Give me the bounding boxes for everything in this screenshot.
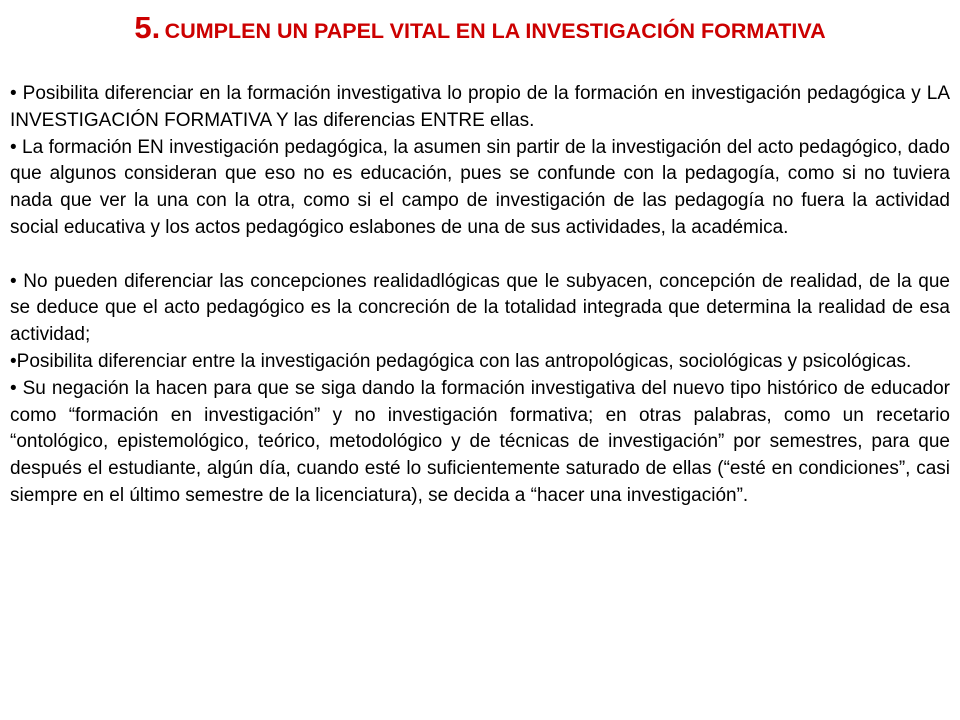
- paragraph-text: La formación EN investigación pedagógica, la asumen sin partir de la investigación del acto pedagógico, dado que algunos consideran que eso no es educación, pues se confunde con la pedagogía, como si no tuviera nada que ver la una con la otra, como si el campo de investigación de las pedagogía no fuera la actividad social educativa y los actos pedagógico eslabones de una de sus actividades, la académica.: [10, 136, 950, 238]
- bullet-symbol: •: [10, 83, 23, 104]
- paragraph-text: No pueden diferenciar las concepciones realidadlógicas que le subyacen, concepción de realidad, de la que se deduce que el acto pedagógico es la concreción de la totalidad integrada que determina la realidad de esa actividad;: [10, 270, 950, 346]
- bullet-paragraph-3: [10, 269, 950, 349]
- title-text: CUMPLEN UN PAPEL VITAL EN LA INVESTIGACIÓN FORMATIVA: [164, 19, 826, 43]
- bullet-paragraph-4: [10, 349, 950, 376]
- paragraph-text: Su negación la hacen para que se siga dando la formación investigativa del nuevo tipo histórico de educador como “formación en investigación” y no investigación formativa; en otras palabras, como un recetario “ontológico, epistemológico, teórico, metodológico y de técnicas de investigación” por semestres, para que después el estudiante, algún día, cuando esté lo suficientemente saturado de ellas (“esté en condiciones”, casi siempre en el último semestre de la licenciatura), se decida a “hacer una investigación”.: [10, 377, 950, 506]
- bullet-paragraph-5: [10, 376, 950, 510]
- bullet-symbol: •: [10, 350, 17, 372]
- title-number: 5.: [134, 10, 161, 45]
- body-text: [10, 81, 950, 510]
- bullet-symbol: •: [10, 136, 23, 158]
- page-title: [0, 8, 960, 54]
- paragraph-text: Posibilita diferenciar en la formación investigativa lo propio de la formación en investigación pedagógica y LA INVESTIGACIÓN FORMATIVA Y las diferencias ENTRE ellas.: [10, 83, 950, 131]
- bullet-symbol: •: [10, 377, 23, 399]
- bullet-symbol: •: [10, 270, 24, 292]
- paragraph-text: Posibilita diferenciar entre la investigación pedagógica con las antropológicas, sociológicas y psicológicas.: [16, 350, 912, 372]
- bullet-paragraph-1: [10, 81, 950, 135]
- bullet-paragraph-2: [10, 135, 950, 242]
